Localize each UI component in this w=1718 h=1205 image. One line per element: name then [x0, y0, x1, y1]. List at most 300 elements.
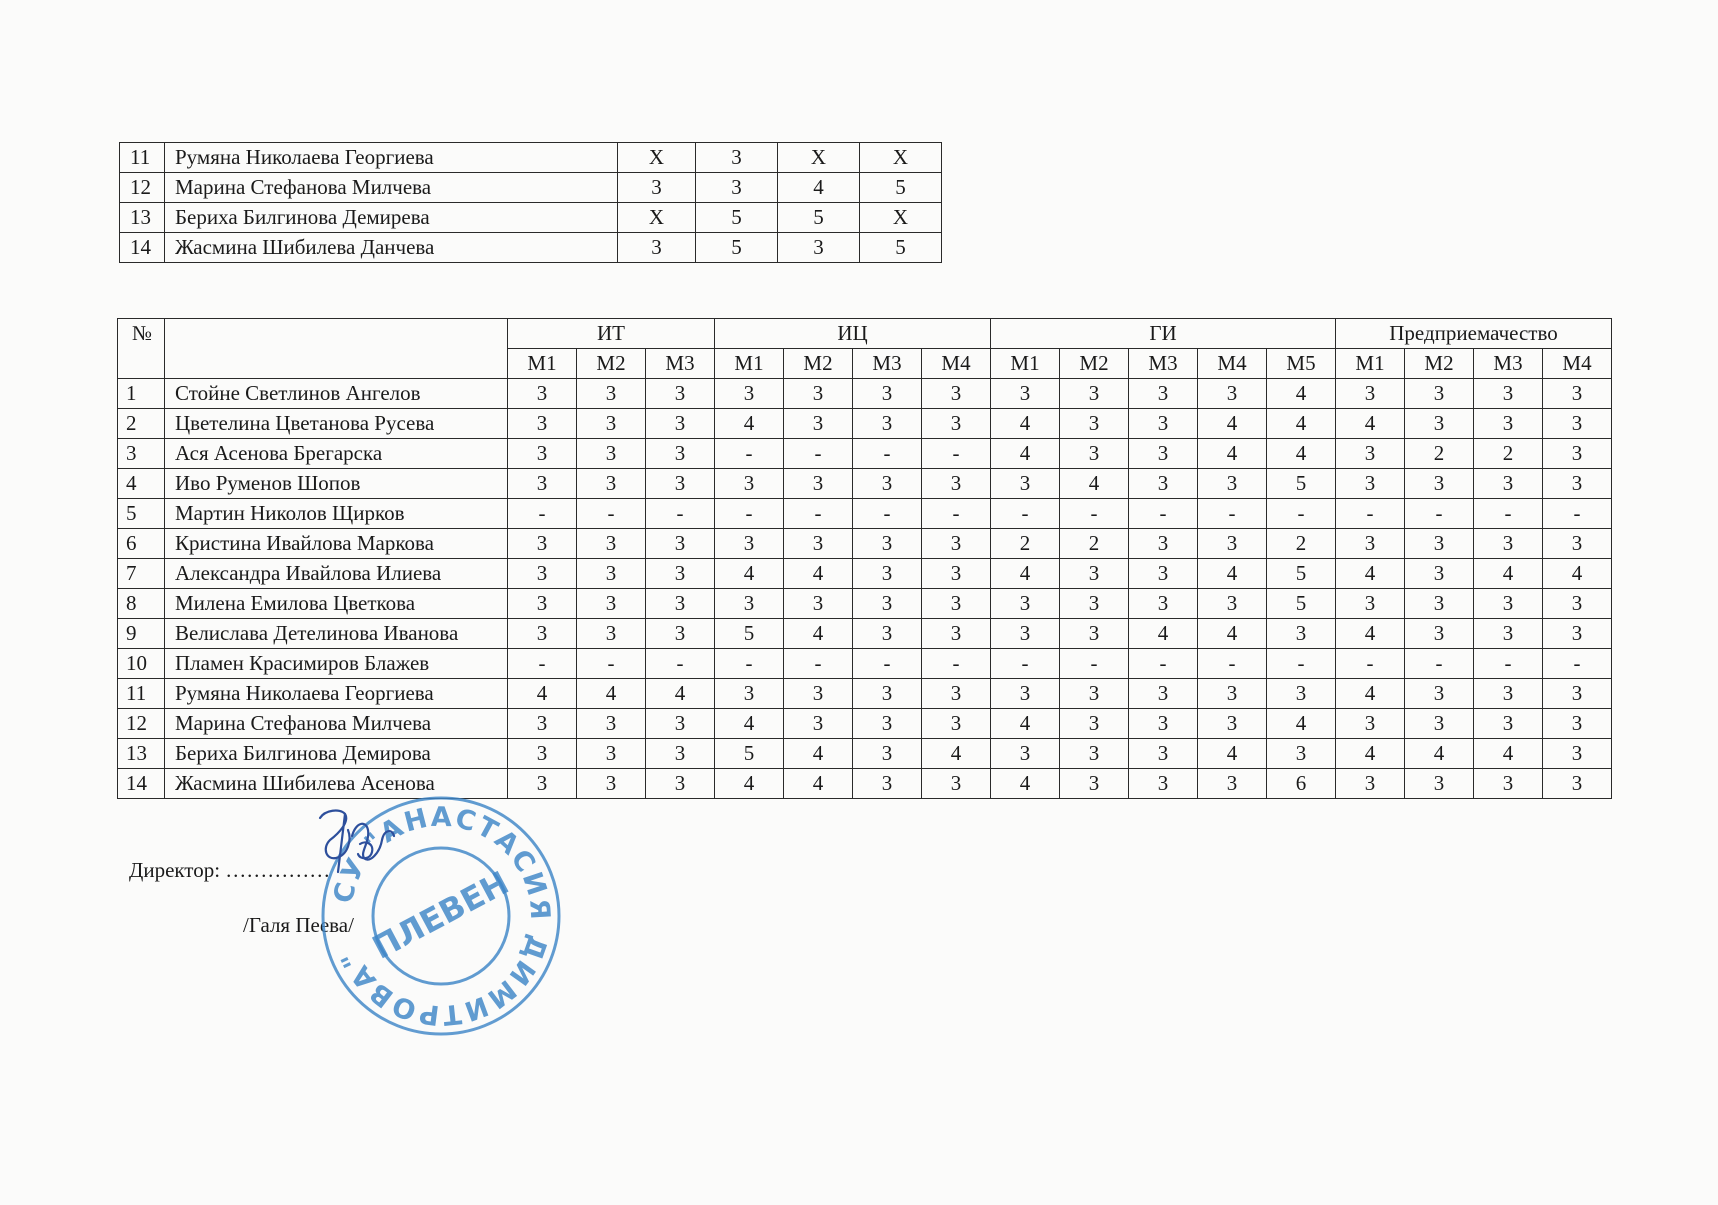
grade-cell: 3 — [991, 619, 1060, 649]
grade-cell: - — [1543, 499, 1612, 529]
grade-cell: 2 — [1060, 529, 1129, 559]
grade-cell: 3 — [1474, 709, 1543, 739]
module-header: М2 — [577, 349, 646, 379]
grade-cell: 3 — [991, 379, 1060, 409]
grade-cell: 3 — [784, 529, 853, 559]
grade-cell: 4 — [784, 739, 853, 769]
grade-cell: - — [646, 649, 715, 679]
grade-cell: 3 — [1129, 709, 1198, 739]
grade-cell: 3 — [1060, 709, 1129, 739]
grade-cell: 3 — [508, 379, 577, 409]
student-name: Милена Емилова Цветкова — [165, 589, 508, 619]
grade-cell: 3 — [577, 559, 646, 589]
grade-cell: 3 — [1129, 529, 1198, 559]
grade-cell: 4 — [922, 739, 991, 769]
grade-cell: 3 — [1543, 469, 1612, 499]
grade-cell: - — [1267, 499, 1336, 529]
grade-cell: 3 — [1129, 769, 1198, 799]
grade-cell: 5 — [778, 203, 860, 233]
grade-cell: 3 — [1198, 589, 1267, 619]
module-header: М3 — [853, 349, 922, 379]
grade-cell: 3 — [1129, 469, 1198, 499]
grade-cell: 4 — [1129, 619, 1198, 649]
grade-cell: 3 — [715, 469, 784, 499]
table-row — [118, 379, 1612, 409]
grade-cell: 3 — [715, 589, 784, 619]
main-table-body — [118, 379, 1612, 799]
row-number: 5 — [118, 499, 165, 529]
student-name: Румяна Николаева Георгиева — [165, 679, 508, 709]
grade-cell: 3 — [577, 769, 646, 799]
grade-cell: - — [1198, 499, 1267, 529]
grade-cell: 3 — [646, 409, 715, 439]
grade-cell: 2 — [1267, 529, 1336, 559]
student-name: Пламен Красимиров Блажев — [165, 649, 508, 679]
director-name: /Галя Пеева/ — [243, 913, 354, 937]
group-header-row — [118, 319, 1612, 349]
grade-cell: - — [1198, 649, 1267, 679]
table-row — [118, 649, 1612, 679]
grade-cell: 4 — [1267, 409, 1336, 439]
grade-cell: 5 — [696, 233, 778, 263]
grade-cell: 3 — [784, 709, 853, 739]
grade-cell: 3 — [1060, 559, 1129, 589]
row-number: 4 — [118, 469, 165, 499]
grade-cell: - — [922, 439, 991, 469]
student-name: Стойне Светлинов Ангелов — [165, 379, 508, 409]
grade-cell: 3 — [922, 769, 991, 799]
student-name: Кристина Ивайлова Маркова — [165, 529, 508, 559]
grade-cell: 3 — [1543, 409, 1612, 439]
table-row — [118, 589, 1612, 619]
grade-cell: - — [715, 649, 784, 679]
grade-cell: 3 — [1060, 379, 1129, 409]
grade-cell: 4 — [1267, 439, 1336, 469]
grade-cell: 3 — [1474, 679, 1543, 709]
row-number: 13 — [118, 739, 165, 769]
row-number: 10 — [118, 649, 165, 679]
grade-cell: - — [508, 499, 577, 529]
grade-cell: 3 — [1336, 439, 1405, 469]
grade-cell: 4 — [1336, 409, 1405, 439]
row-number: 14 — [120, 233, 165, 263]
row-number: 3 — [118, 439, 165, 469]
module-header: М3 — [1129, 349, 1198, 379]
module-header: М2 — [1060, 349, 1129, 379]
grade-cell: 4 — [991, 439, 1060, 469]
grade-cell: 3 — [1267, 739, 1336, 769]
grade-cell: 4 — [991, 559, 1060, 589]
grade-cell: 4 — [1474, 559, 1543, 589]
grade-cell: 3 — [1474, 529, 1543, 559]
table-row — [118, 619, 1612, 649]
grade-cell: 3 — [922, 469, 991, 499]
grade-cell: 3 — [508, 559, 577, 589]
grade-cell: 3 — [1543, 709, 1612, 739]
grade-cell: 3 — [922, 379, 991, 409]
grade-cell: - — [991, 649, 1060, 679]
grade-cell: - — [1060, 649, 1129, 679]
grade-cell: 4 — [784, 769, 853, 799]
grade-cell: - — [784, 439, 853, 469]
grade-cell: 3 — [1336, 709, 1405, 739]
grade-cell: 3 — [646, 769, 715, 799]
student-name: Ася Асенова Брегарска — [165, 439, 508, 469]
grade-cell: 3 — [1543, 439, 1612, 469]
grade-cell: 3 — [1060, 589, 1129, 619]
grade-cell: 3 — [1474, 469, 1543, 499]
grade-cell: 4 — [1198, 559, 1267, 589]
name-column-header — [165, 319, 508, 379]
grade-cell: 3 — [1060, 439, 1129, 469]
main-table-head — [118, 319, 1612, 379]
grade-cell: 3 — [1129, 379, 1198, 409]
grade-cell: 4 — [1267, 709, 1336, 739]
grade-cell: 3 — [1405, 469, 1474, 499]
grade-cell: 3 — [577, 529, 646, 559]
grade-cell: 5 — [1267, 469, 1336, 499]
module-header: М1 — [1336, 349, 1405, 379]
grade-cell: 3 — [853, 409, 922, 439]
table-row — [118, 679, 1612, 709]
grade-cell: 3 — [646, 529, 715, 559]
module-header: М1 — [715, 349, 784, 379]
grade-cell: 3 — [577, 619, 646, 649]
table-row — [118, 439, 1612, 469]
subject-group-header: Предприемачество — [1336, 319, 1612, 349]
grade-cell: 3 — [508, 769, 577, 799]
student-name: Жасмина Шибилева Асенова — [165, 769, 508, 799]
grade-cell: 3 — [1405, 619, 1474, 649]
grade-cell: 3 — [784, 679, 853, 709]
grade-cell: 3 — [618, 233, 696, 263]
grade-cell: 3 — [1405, 679, 1474, 709]
grade-cell: Х — [778, 143, 860, 173]
grade-cell: 3 — [1543, 529, 1612, 559]
grade-cell: 3 — [922, 679, 991, 709]
grade-cell: 3 — [853, 559, 922, 589]
row-number: 11 — [118, 679, 165, 709]
grade-cell: - — [1129, 649, 1198, 679]
grade-cell: 5 — [860, 233, 942, 263]
top-table-row — [120, 173, 942, 203]
grade-cell: 3 — [1198, 769, 1267, 799]
grade-cell: 3 — [1267, 679, 1336, 709]
grade-cell: 3 — [991, 739, 1060, 769]
grade-cell: - — [1060, 499, 1129, 529]
grade-cell: 3 — [853, 769, 922, 799]
grade-cell: - — [922, 649, 991, 679]
student-name: Велислава Детелинова Иванова — [165, 619, 508, 649]
grade-cell: 3 — [1129, 559, 1198, 589]
grade-cell: 5 — [696, 203, 778, 233]
row-number: 8 — [118, 589, 165, 619]
grade-cell: 3 — [1405, 529, 1474, 559]
grade-cell: 3 — [1474, 589, 1543, 619]
grade-cell: 3 — [853, 679, 922, 709]
grade-cell: - — [784, 499, 853, 529]
grade-cell: 3 — [853, 619, 922, 649]
subject-group-header: ИЦ — [715, 319, 991, 349]
grade-cell: - — [1336, 499, 1405, 529]
grade-cell: 5 — [860, 173, 942, 203]
grade-cell: 3 — [1543, 589, 1612, 619]
grade-cell: 3 — [1129, 589, 1198, 619]
grade-cell: 3 — [508, 439, 577, 469]
grade-cell: 3 — [922, 709, 991, 739]
student-name: Румяна Николаева Георгиева — [165, 143, 618, 173]
grade-cell: - — [1474, 499, 1543, 529]
row-number: 9 — [118, 619, 165, 649]
grade-cell: 4 — [1060, 469, 1129, 499]
grade-cell: 3 — [577, 409, 646, 439]
row-number: 7 — [118, 559, 165, 589]
grade-cell: 3 — [1474, 619, 1543, 649]
grade-cell: 3 — [646, 469, 715, 499]
grade-cell: - — [508, 649, 577, 679]
row-number: 11 — [120, 143, 165, 173]
module-header: М5 — [1267, 349, 1336, 379]
grade-cell: 3 — [508, 709, 577, 739]
grade-cell: 3 — [1405, 559, 1474, 589]
grade-cell: 3 — [1129, 409, 1198, 439]
grade-cell: 3 — [715, 529, 784, 559]
grade-cell: 3 — [1198, 709, 1267, 739]
grade-cell: 4 — [778, 173, 860, 203]
grade-cell: 5 — [1267, 559, 1336, 589]
grade-cell: 3 — [715, 379, 784, 409]
top-grades-table — [119, 142, 942, 263]
student-name: Бериха Билгинова Демирова — [165, 739, 508, 769]
table-row — [118, 499, 1612, 529]
top-table-row — [120, 143, 942, 173]
table-row — [118, 739, 1612, 769]
module-header: М3 — [646, 349, 715, 379]
grade-cell: 4 — [1474, 739, 1543, 769]
grade-cell: - — [853, 649, 922, 679]
grade-cell: 3 — [577, 739, 646, 769]
grade-cell: - — [1405, 499, 1474, 529]
grade-cell: 3 — [922, 409, 991, 439]
module-header: М2 — [784, 349, 853, 379]
grade-cell: 3 — [853, 739, 922, 769]
grade-cell: 3 — [1060, 409, 1129, 439]
grade-cell: 4 — [1336, 679, 1405, 709]
grade-cell: 3 — [646, 589, 715, 619]
grade-cell: 3 — [508, 619, 577, 649]
module-header: М3 — [1474, 349, 1543, 379]
grade-cell: 3 — [784, 469, 853, 499]
grade-cell: 4 — [1198, 739, 1267, 769]
grade-cell: 4 — [715, 559, 784, 589]
grade-cell: 3 — [1543, 619, 1612, 649]
grade-cell: 3 — [1336, 379, 1405, 409]
grade-cell: 3 — [1198, 679, 1267, 709]
student-name: Жасмина Шибилева Данчева — [165, 233, 618, 263]
grade-cell: 2 — [991, 529, 1060, 559]
row-number: 12 — [118, 709, 165, 739]
grade-cell: 3 — [646, 619, 715, 649]
grade-cell: 3 — [1198, 379, 1267, 409]
grade-cell: - — [853, 439, 922, 469]
grade-cell: 3 — [577, 709, 646, 739]
grade-cell: 4 — [646, 679, 715, 709]
grade-cell: 3 — [922, 619, 991, 649]
module-header: М4 — [1543, 349, 1612, 379]
module-header: М2 — [1405, 349, 1474, 379]
stamp-center-text: ПЛЕВЕН — [366, 863, 515, 967]
director-label: Директор: …………… — [129, 858, 331, 882]
grade-cell: 3 — [1543, 679, 1612, 709]
grade-cell: 3 — [922, 529, 991, 559]
grade-cell: 3 — [784, 409, 853, 439]
student-name: Иво Руменов Шопов — [165, 469, 508, 499]
grade-cell: 3 — [1543, 379, 1612, 409]
grade-cell: 4 — [991, 409, 1060, 439]
grade-cell: 3 — [1474, 409, 1543, 439]
grade-cell: - — [715, 499, 784, 529]
grade-cell: - — [1474, 649, 1543, 679]
grade-cell: - — [922, 499, 991, 529]
grade-cell: 2 — [1474, 439, 1543, 469]
grade-cell: - — [577, 649, 646, 679]
top-table-row — [120, 233, 942, 263]
grade-cell: 2 — [1405, 439, 1474, 469]
grade-cell: 4 — [784, 619, 853, 649]
grade-cell: 3 — [577, 379, 646, 409]
row-number: 2 — [118, 409, 165, 439]
grade-cell: 3 — [577, 469, 646, 499]
grade-cell: - — [1405, 649, 1474, 679]
grade-cell: 3 — [1405, 769, 1474, 799]
student-name: Марина Стефанова Милчева — [165, 173, 618, 203]
row-number: 14 — [118, 769, 165, 799]
grade-cell: Х — [860, 203, 942, 233]
top-table-row — [120, 203, 942, 233]
grade-cell: 3 — [508, 589, 577, 619]
director-signature — [300, 800, 410, 880]
grade-cell: 3 — [696, 173, 778, 203]
grade-cell: 3 — [1543, 739, 1612, 769]
module-header: М1 — [991, 349, 1060, 379]
grade-cell: 3 — [646, 379, 715, 409]
grade-cell: 5 — [715, 619, 784, 649]
grade-cell: - — [646, 499, 715, 529]
grade-cell: 3 — [1129, 439, 1198, 469]
grade-cell: 3 — [1405, 589, 1474, 619]
grade-cell: 3 — [1543, 769, 1612, 799]
grade-cell: 3 — [853, 529, 922, 559]
grade-cell: 3 — [1129, 739, 1198, 769]
grade-cell: 3 — [778, 233, 860, 263]
student-name: Александра Ивайлова Илиева — [165, 559, 508, 589]
row-number: 1 — [118, 379, 165, 409]
grade-cell: Х — [618, 143, 696, 173]
grade-cell: 3 — [922, 559, 991, 589]
grade-cell: 3 — [1405, 709, 1474, 739]
grade-cell: 4 — [715, 769, 784, 799]
grade-cell: 4 — [1198, 439, 1267, 469]
grade-cell: 3 — [508, 529, 577, 559]
table-row — [118, 559, 1612, 589]
grade-cell: 3 — [1336, 469, 1405, 499]
student-name: Бериха Билгинова Демирева — [165, 203, 618, 233]
grade-cell: 4 — [1405, 739, 1474, 769]
grade-cell: 3 — [508, 469, 577, 499]
grade-cell: 3 — [646, 559, 715, 589]
grade-cell: 3 — [577, 589, 646, 619]
grade-cell: 4 — [715, 709, 784, 739]
grade-cell: - — [784, 649, 853, 679]
subject-group-header: ИТ — [508, 319, 715, 349]
grade-cell: - — [1336, 649, 1405, 679]
grade-cell: 3 — [715, 679, 784, 709]
grade-cell: 3 — [1060, 679, 1129, 709]
grade-cell: - — [1543, 649, 1612, 679]
grade-cell: 4 — [715, 409, 784, 439]
grade-cell: 3 — [1336, 529, 1405, 559]
row-number: 12 — [120, 173, 165, 203]
grade-cell: 4 — [784, 559, 853, 589]
grade-cell: - — [715, 439, 784, 469]
grade-cell: - — [1129, 499, 1198, 529]
grade-cell: 3 — [646, 709, 715, 739]
grade-cell: - — [853, 499, 922, 529]
grade-cell: 4 — [1543, 559, 1612, 589]
grade-cell: 3 — [508, 739, 577, 769]
module-header: М4 — [922, 349, 991, 379]
grade-cell: 3 — [991, 679, 1060, 709]
table-row — [118, 529, 1612, 559]
grade-cell: 3 — [646, 739, 715, 769]
grade-cell: 3 — [1336, 769, 1405, 799]
grade-cell: 4 — [1336, 559, 1405, 589]
grade-cell: Х — [860, 143, 942, 173]
grade-cell: 4 — [1198, 409, 1267, 439]
row-number: 6 — [118, 529, 165, 559]
grade-cell: Х — [618, 203, 696, 233]
grade-cell: 4 — [1336, 619, 1405, 649]
grade-cell: - — [577, 499, 646, 529]
grade-cell: 3 — [853, 709, 922, 739]
stamp-ring-text: СУ "АНАСТАСИЯ ДИМИТРОВА" — [327, 801, 556, 1031]
grade-cell: 4 — [577, 679, 646, 709]
grade-cell: 4 — [1198, 619, 1267, 649]
grade-cell: 3 — [922, 589, 991, 619]
grade-cell: 3 — [1198, 469, 1267, 499]
grade-cell: - — [991, 499, 1060, 529]
grade-cell: 3 — [1198, 529, 1267, 559]
grade-cell: 3 — [853, 379, 922, 409]
subject-group-header: ГИ — [991, 319, 1336, 349]
grade-cell: 3 — [618, 173, 696, 203]
grade-cell: 3 — [1405, 409, 1474, 439]
grade-cell: 3 — [1336, 589, 1405, 619]
grade-cell: 5 — [1267, 589, 1336, 619]
grade-cell: 3 — [1129, 679, 1198, 709]
grade-cell: 4 — [991, 769, 1060, 799]
table-row — [118, 709, 1612, 739]
grade-cell: 4 — [508, 679, 577, 709]
grade-cell: 3 — [646, 439, 715, 469]
grade-cell: 3 — [1060, 739, 1129, 769]
grade-cell: 3 — [1060, 619, 1129, 649]
grade-cell: 3 — [853, 469, 922, 499]
grade-cell: 3 — [1474, 769, 1543, 799]
grade-cell: 3 — [784, 379, 853, 409]
main-grades-table — [117, 318, 1612, 799]
number-column-header: № — [118, 319, 165, 379]
